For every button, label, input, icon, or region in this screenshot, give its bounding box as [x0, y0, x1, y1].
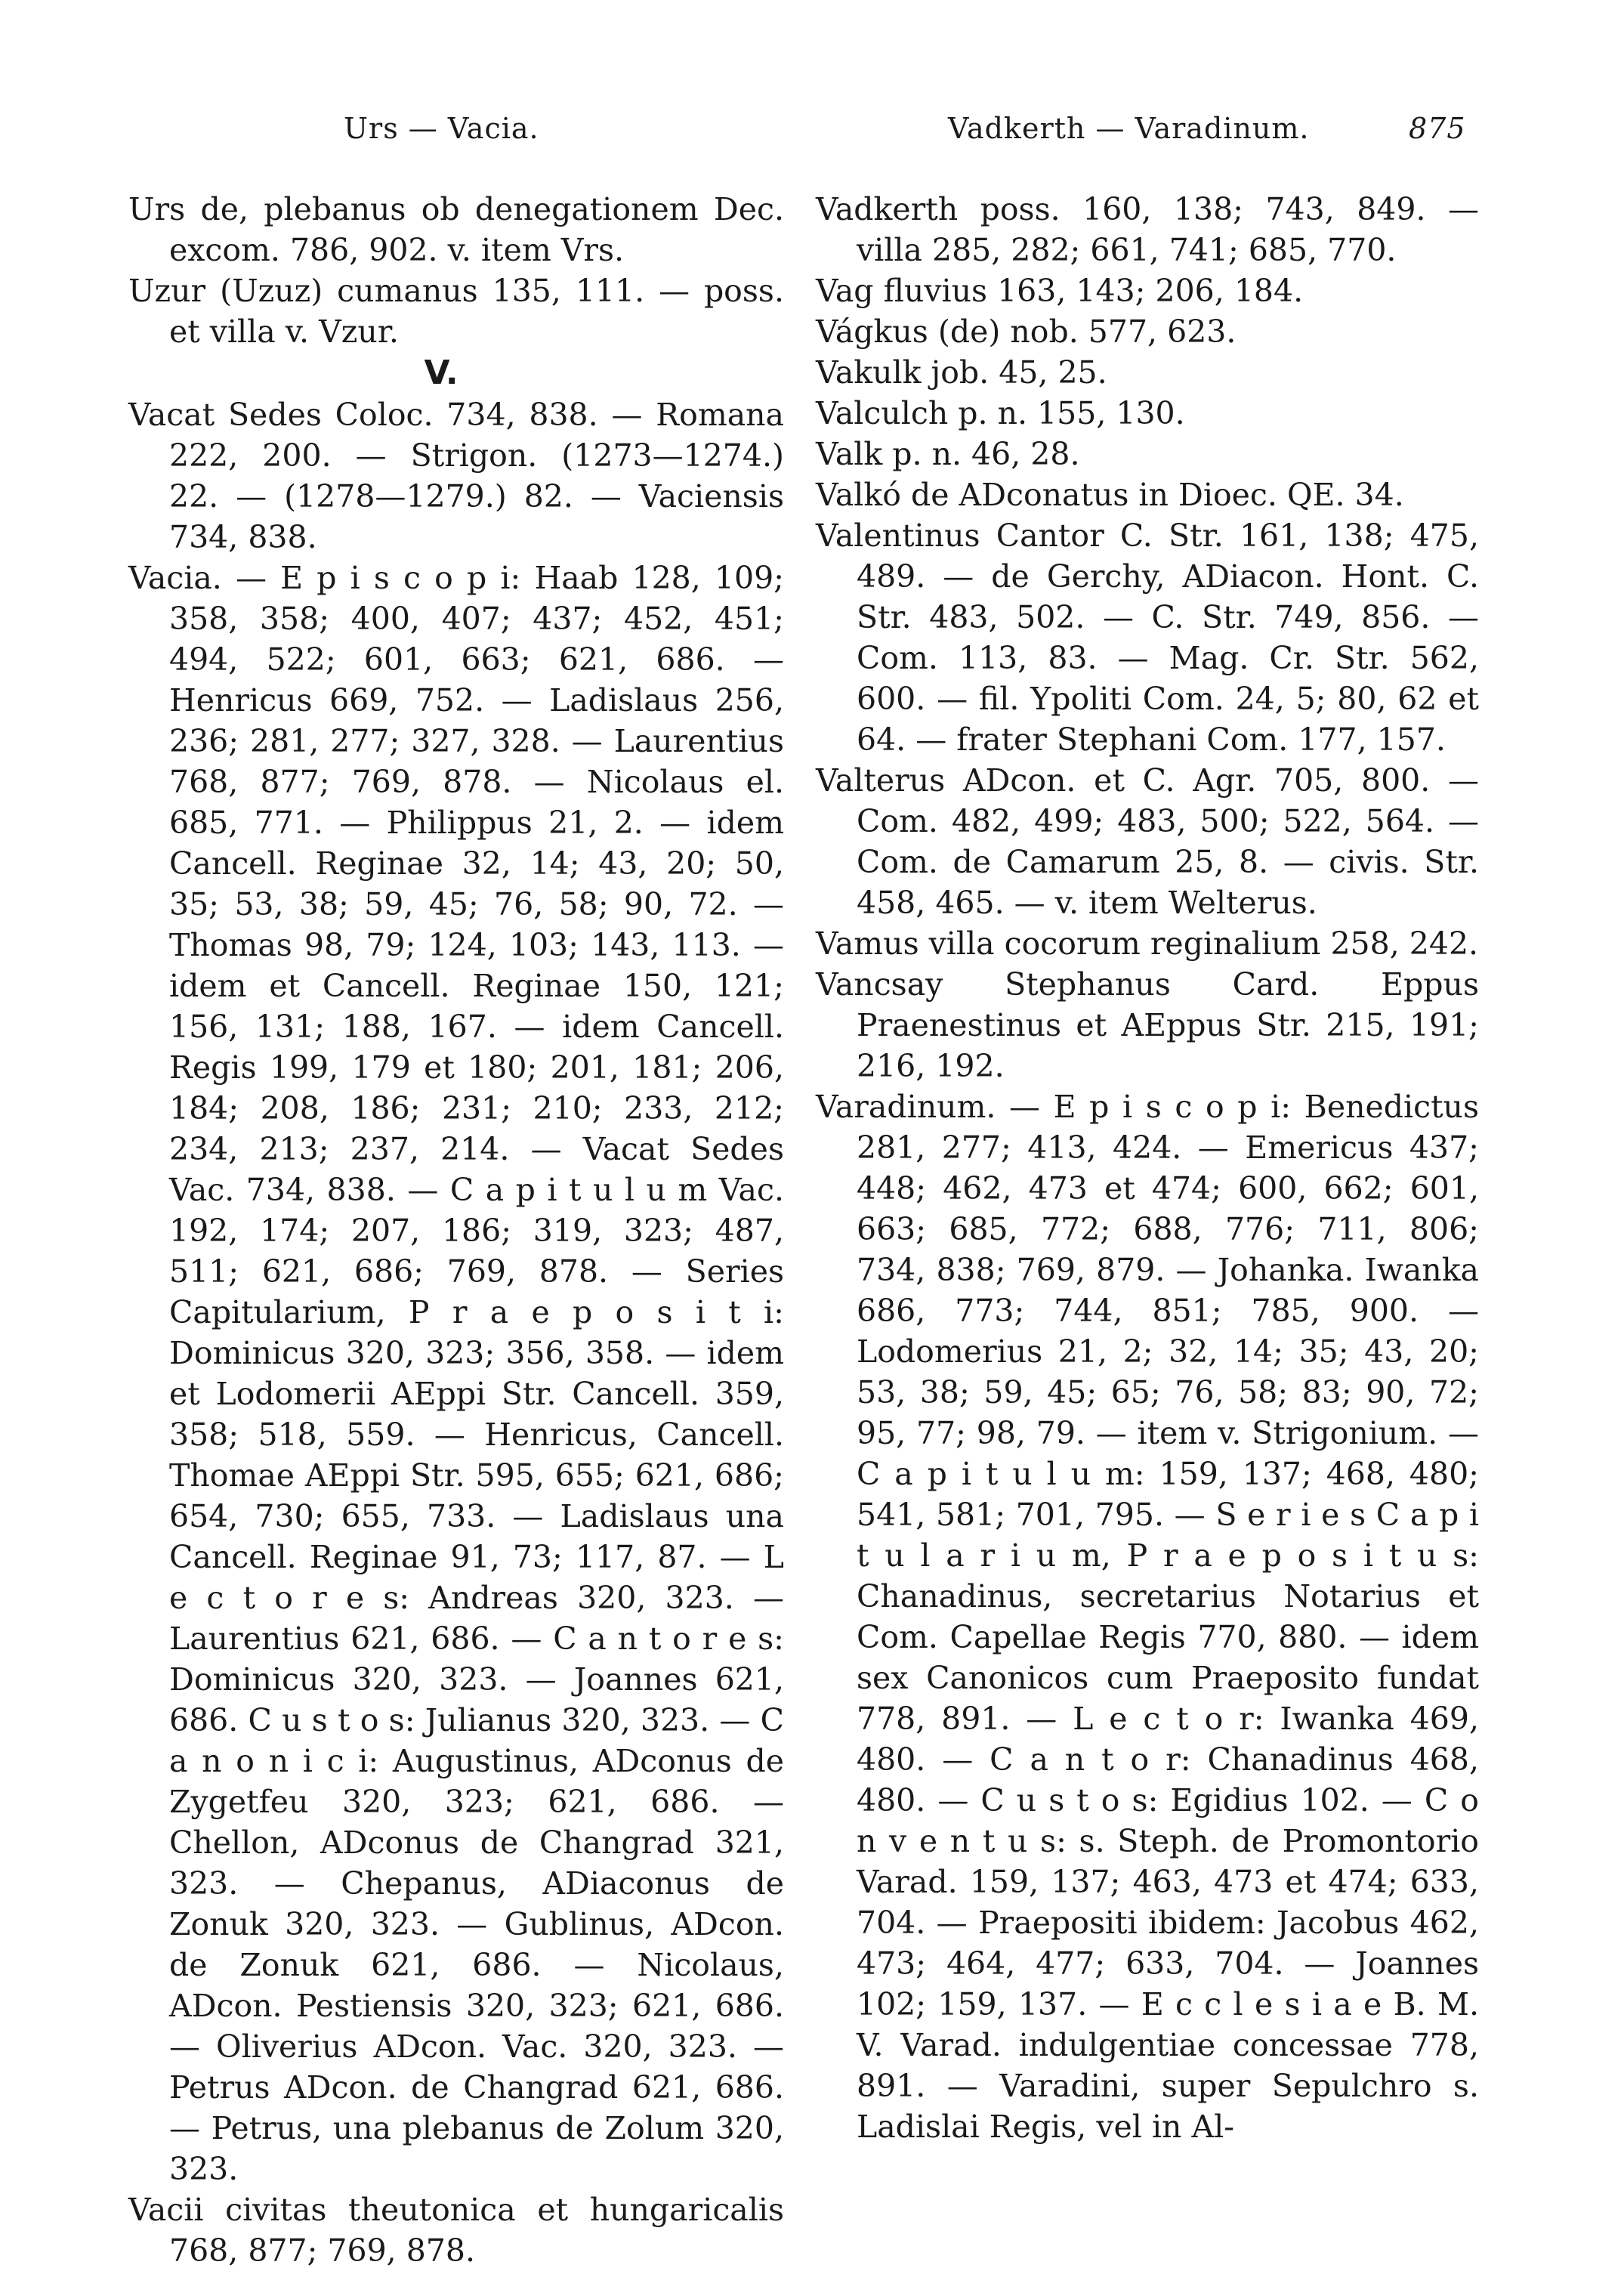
running-head-left: Urs — Vacia. [344, 112, 539, 145]
index-entry-valentinus: Valentinus Cantor C. Str. 161, 138; 475, 489. — de Gerchy, ADiacon. Hont. C. Str. 483, 502. — C. Str. 749, 856. — Com. 113, 83. — Mag. Cr. Str. 562, 600. — fil. Ypoliti Com. 24, 5; 80, 62 et 64. — frater Stephani Com. 177, 157. [816, 518, 1479, 758]
index-entry-valculch: Valculch p. n. 155, 130. [816, 395, 1185, 431]
index-entry-urs: Urs de, plebanus ob denegationem Dec. excom. 786, 902. v. item Vrs. [128, 191, 784, 268]
index-entry-vacii-civitas: Vacii civitas theutonica et hungaricalis 768, 877; 769, 878. [128, 2192, 784, 2269]
page-number: 875 [1409, 112, 1466, 145]
index-entry-vamus: Vamus villa cocorum reginalium 258, 242. [816, 925, 1479, 962]
running-head-right: Vadkerth — Varadinum. [948, 112, 1310, 145]
index-entry-vacia: Vacia. — E p i s c o p i: Haab 128, 109; 358, 358; 400, 407; 437; 452, 451; 494, 522; 601, 663; 621, 686. — Henricus 669, 752. — Ladislaus 256, 236; 281, 277; 327, 328. — Laurentius 768, 877; 769, 878. — Nicolaus el. 685, 771. — Philippus 21, 2. — idem Cancell. Reginae 32, 14; 43, 20; 50, 35; 53, 38; 59, 45; 76, 58; 90, 72. — Thomas 98, 79; 124, 103; 143, 113. — idem et Cancell. Reginae 150, 121; 156, 131; 188, 167. — idem Cancell. Regis 199, 179 et 180; 201, 181; 206, 184; 208, 186; 231; 210; 233, 212; 234, 213; 237, 214. — Vacat Sedes Vac. 734, 838. — C a p i t u l u m Vac. 192, 174; 207, 186; 319, 323; 487, 511; 621, 686; 769, 878. — Series Capitularium, P r a e p o s i t i: Dominicus 320, 323; 356, 358. — idem et Lodomerii AEppi Str. Cancell. 359, 358; 518, 559. — Henricus, Cancell. Thomae AEppi Str. 595, 655; 621, 686; 654, 730; 655, 733. — Ladislaus una Cancell. Reginae 91, 73; 117, 87. — L e c t o r e s: Andreas 320, 323. — Laurentius 621, 686. — C a n t o r e s: Dominicus 320, 323. — Joannes 621, 686. C u s t o s: Julianus 320, 323. — C a n o n i c i: Augustinus, ADconus de Zygetfeu 320, 323; 621, 686. — Chellon, ADconus de Changrad 321, 323. — Chepanus, ADiaconus de Zonuk 320, 323. — Gublinus, ADcon. de Zonuk 621, 686. — Nicolaus, ADcon. Pestiensis 320, 323; 621, 686. — Oliverius ADcon. Vac. 320, 323. — Petrus ADcon. de Changrad 621, 686. — Petrus, una plebanus de Zolum 320, 323. [128, 560, 784, 2187]
index-entry-vag: Vag fluvius 163, 143; 206, 184. [816, 273, 1304, 309]
index-entry-vacat-sedes: Vacat Sedes Coloc. 734, 838. — Romana 222, 200. — Strigon. (1273—1274.) 22. — (1278—1279.) 82. — Vaciensis 734, 838. [128, 397, 784, 555]
section-letter: V. [424, 354, 458, 392]
index-entry-varadinum: Varadinum. — E p i s c o p i: Benedictus 281, 277; 413, 424. — Emericus 437; 448; 462, 473 et 474; 600, 662; 601, 663; 685, 772; 688, 776; 711, 806; 734, 838; 769, 879. — Johanka. Iwanka 686, 773; 744, 851; 785, 900. — Lodomerius 21, 2; 32, 14; 35; 43, 20; 53, 38; 59, 45; 65; 76, 58; 83; 90, 72; 95, 77; 98, 79. — item v. Strigonium. — C a p i t u l u m: 159, 137; 468, 480; 541, 581; 701, 795. — S e r i e s C a p i t u l a r i u m, P r a e p o s i t u s: Chanadinus, secretarius Notarius et Com. Capellae Regis 770, 880. — idem sex Canonicos cum Praeposito fundat 778, 891. — L e c t o r: Iwanka 469, 480. — C a n t o r: Chanadinus 468, 480. — C u s t o s: Egidius 102. — C o n v e n t u s: s. Steph. de Promontorio Varad. 159, 137; 463, 473 et 474; 633, 704. — Praepositi ibidem: Jacobus 462, 473; 464, 477; 633, 704. — Joannes 102; 159, 137. — E c c l e s i a e B. M. V. Varad. indulgentiae concessae 778, 891. — Varadini, super Sepulchro s. Ladislai Regis, vel in Al- [816, 1089, 1479, 2145]
right-column [816, 189, 1479, 2147]
index-entry-valko: Valkó de ADconatus in Dioec. QE. 34. [816, 477, 1404, 513]
index-entry-valk: Valk p. n. 46, 28. [816, 436, 1080, 472]
left-column [128, 189, 784, 2271]
index-entry-uzur: Uzur (Uzuz) cumanus 135, 111. — poss. et villa v. Vzur. [128, 273, 784, 350]
index-entry-vagkus: Vágkus (de) nob. 577, 623. [816, 314, 1237, 350]
index-entry-valterus: Valterus ADcon. et C. Agr. 705, 800. — Com. 482, 499; 483, 500; 522, 564. — Com. de Camarum 25, 8. — civis. Str. 458, 465. — v. item Welterus. [816, 762, 1479, 921]
index-entry-vancsay: Vancsay Stephanus Card. Eppus Praenestinus et AEppus Str. 215, 191; 216, 192. [816, 966, 1479, 1084]
index-entry-vadkerth: Vadkerth poss. 160, 138; 743, 849. — villa 285, 282; 661, 741; 685, 770. [816, 191, 1479, 268]
index-entry-vakulk: Vakulk job. 45, 25. [816, 354, 1107, 391]
